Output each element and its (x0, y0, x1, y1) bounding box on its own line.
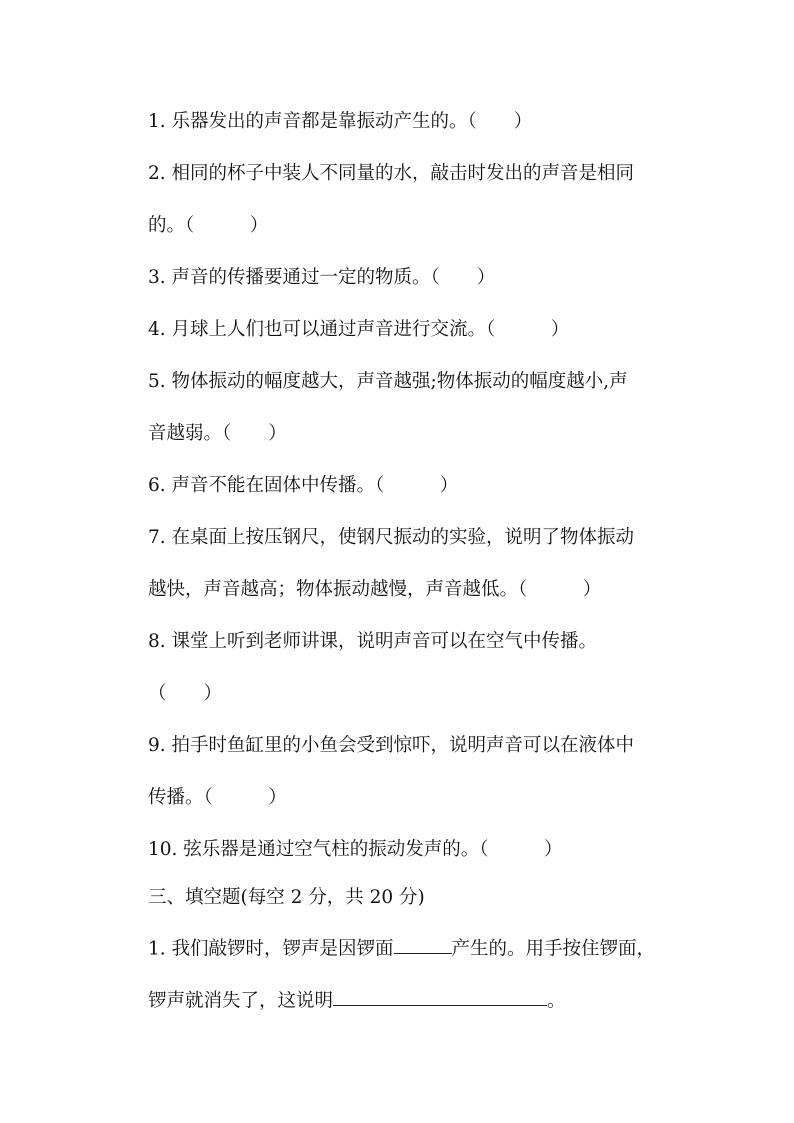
question-4: 4. 月球上人们也可以通过声音进行交流。（ ） (148, 319, 570, 340)
question-5-line-1: 5. 物体振动的幅度越大，声音越强;物体振动的幅度越小,声 (148, 371, 628, 392)
question-8-line-2: （ ） (148, 683, 223, 704)
question-2-line-2: 的。（ ） (148, 215, 269, 236)
question-7-line-2: 越快，声音越高；物体振动越慢，声音越低。（ ） (148, 579, 602, 600)
question-10: 10. 弦乐器是通过空气柱的振动发声的。（ ） (148, 839, 563, 860)
fill-question-1-text-a: 1. 我们敲锣时，锣声是因锣面 (148, 938, 394, 960)
answer-blank-2[interactable] (333, 986, 547, 1006)
question-9-line-2: 传播。（ ） (148, 787, 287, 808)
fill-question-1-text-d: 。 (547, 990, 566, 1012)
fill-question-1-text-c: 锣声就消失了，这说明 (148, 990, 334, 1012)
question-7-line-1: 7. 在桌面上按压钢尺，使钢尺振动的实验，说明了物体振动 (148, 527, 635, 548)
fill-question-1-line-1 (148, 934, 655, 961)
fill-question-1-line-2 (148, 986, 566, 1013)
question-8-line-1: 8. 课堂上听到老师讲课，说明声音可以在空气中传播。 (148, 631, 598, 652)
question-9-line-1: 9. 拍手时鱼缸里的小鱼会受到惊吓，说明声音可以在液体中 (148, 735, 635, 756)
section-3-heading: 三、填空题(每空 2 分，共 20 分) (148, 887, 425, 908)
question-3: 3. 声音的传播要通过一定的物质。（ ） (148, 267, 496, 288)
question-6: 6. 声音不能在固体中传播。（ ） (148, 475, 459, 496)
question-5-line-2: 音越弱。（ ） (148, 423, 287, 444)
answer-blank-1[interactable] (394, 934, 452, 954)
fill-question-1-text-b: 产生的。用手按住锣面， (451, 938, 656, 960)
question-1: 1. 乐器发出的声音都是靠振动产生的。（ ） (148, 111, 533, 132)
question-2-line-1: 2. 相同的杯子中装人不同量的水，敲击时发出的声音是相同 (148, 163, 635, 184)
